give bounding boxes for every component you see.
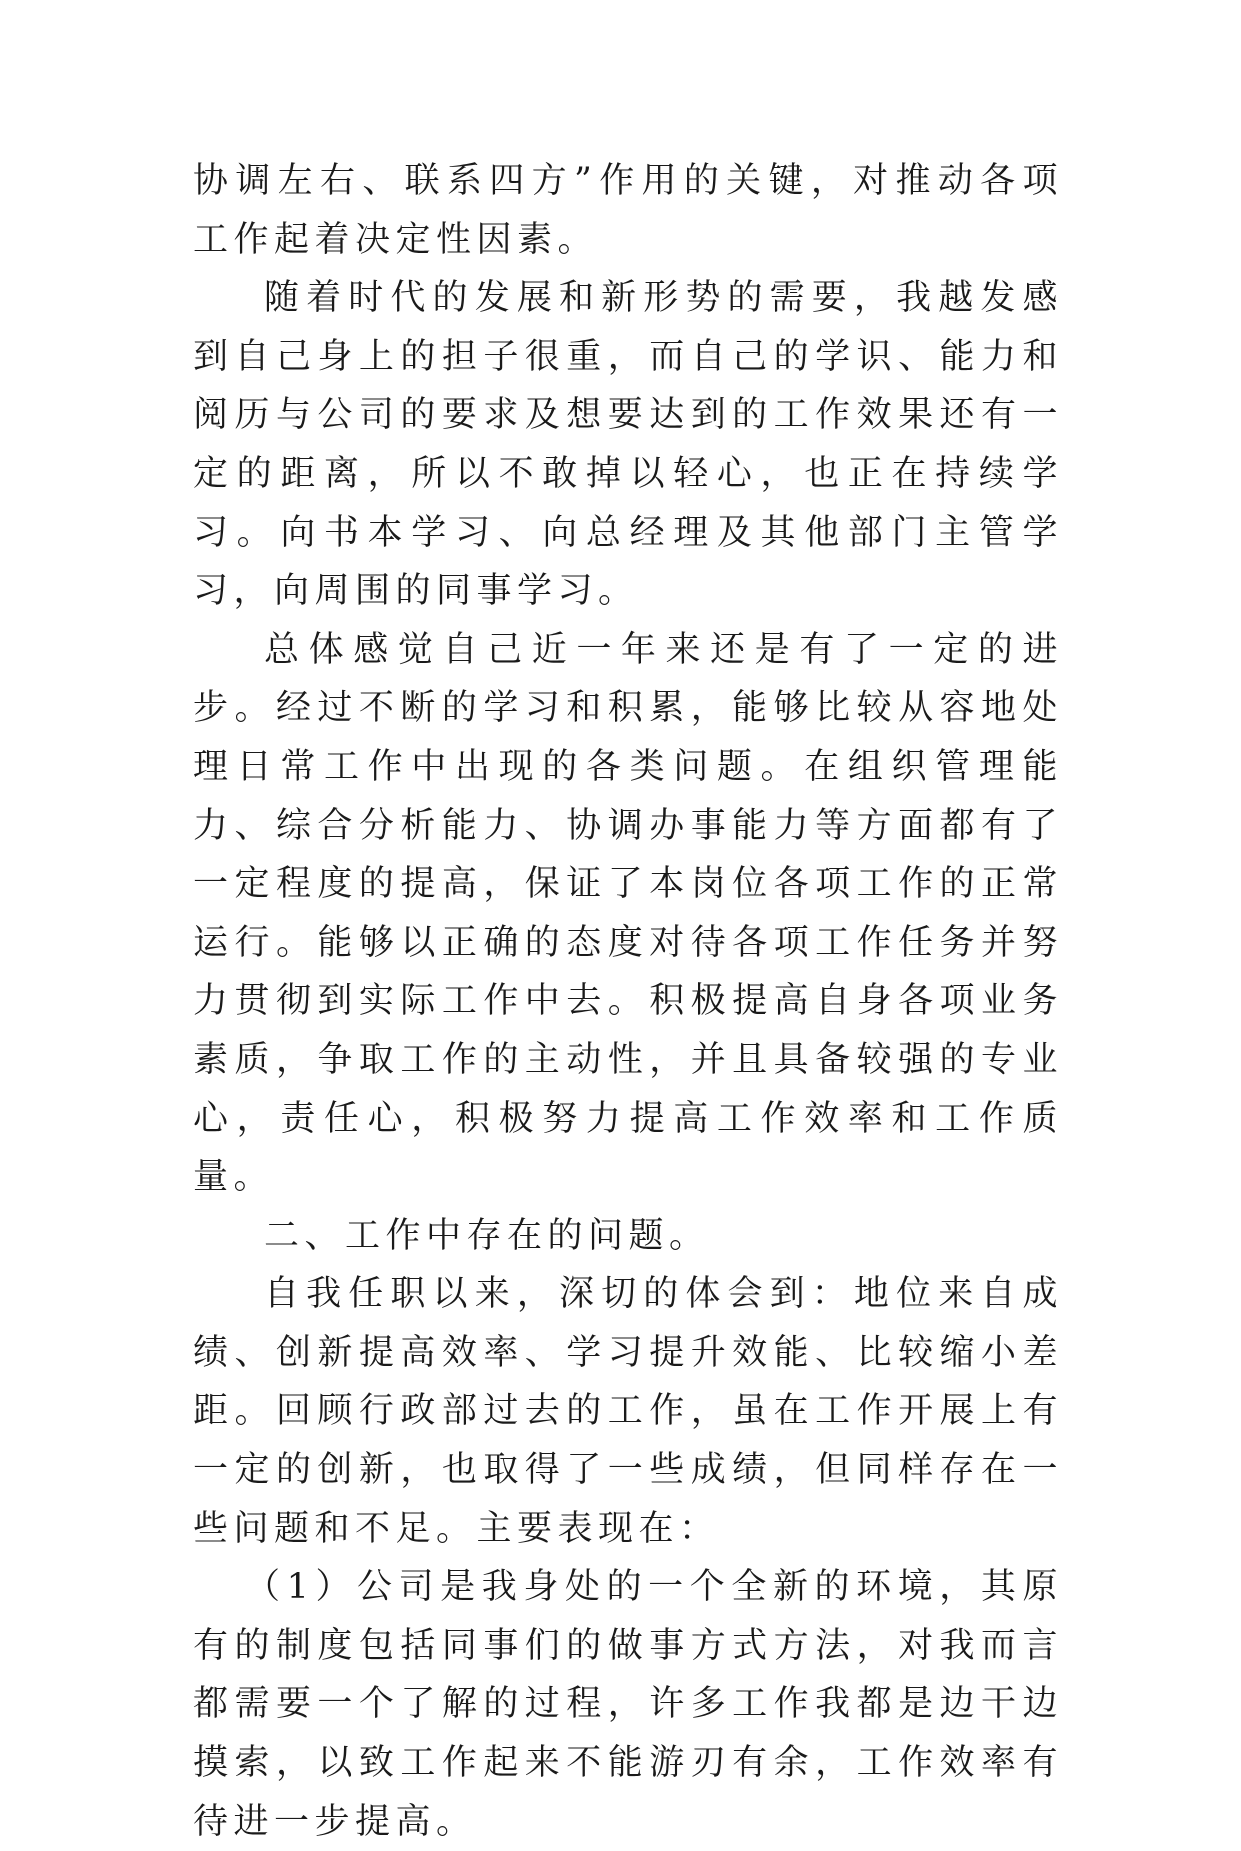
document-body: [193, 152, 1063, 1851]
paragraph-progress: 总体感觉自己近一年来还是有了一定的进步。经过不断的学习和积累，能够比较从容地处理日常工作中出现的各类问题。在组织管理能力、综合分析能力、协调办事能力等方面都有了一定程度的提高，保证了本岗位各项工作的正常运行。能够以正确的态度对待各项工作任务并努力贯彻到实际工作中去。积极提高自身各项业务素质，争取工作的主动性，并且具备较强的专业心，责任心，积极努力提高工作效率和工作质量。: [193, 629, 1063, 1198]
section-heading-problems: 二、工作中存在的问题。: [264, 1215, 710, 1256]
paragraph-item-1: （1）公司是我身处的一个全新的环境，其原有的制度包括同事们的做事方式方法，对我而言都需要一个了解的过程，许多工作我都是边干边摸索，以致工作起来不能游刃有余，工作效率有待进一步提高。: [193, 1567, 1063, 1842]
paragraph-learning: 随着时代的发展和新形势的需要，我越发感到自己身上的担子很重，而自己的学识、能力和阅历与公司的要求及想要达到的工作效果还有一定的距离，所以不敢掉以轻心，也正在持续学习。向书本学习、向总经理及其他部门主管学习，向周围的同事学习。: [193, 278, 1063, 612]
paragraph-reflection: 自我任职以来，深切的体会到：地位来自成绩、创新提高效率、学习提升效能、比较缩小差距。回顾行政部过去的工作，虽在工作开展上有一定的创新，也取得了一些成绩，但同样存在一些问题和不足。主要表现在：: [193, 1274, 1063, 1549]
paragraph-continuation: 协调左右、联系四方”作用的关键，对推动各项工作起着决定性因素。: [193, 161, 1063, 260]
